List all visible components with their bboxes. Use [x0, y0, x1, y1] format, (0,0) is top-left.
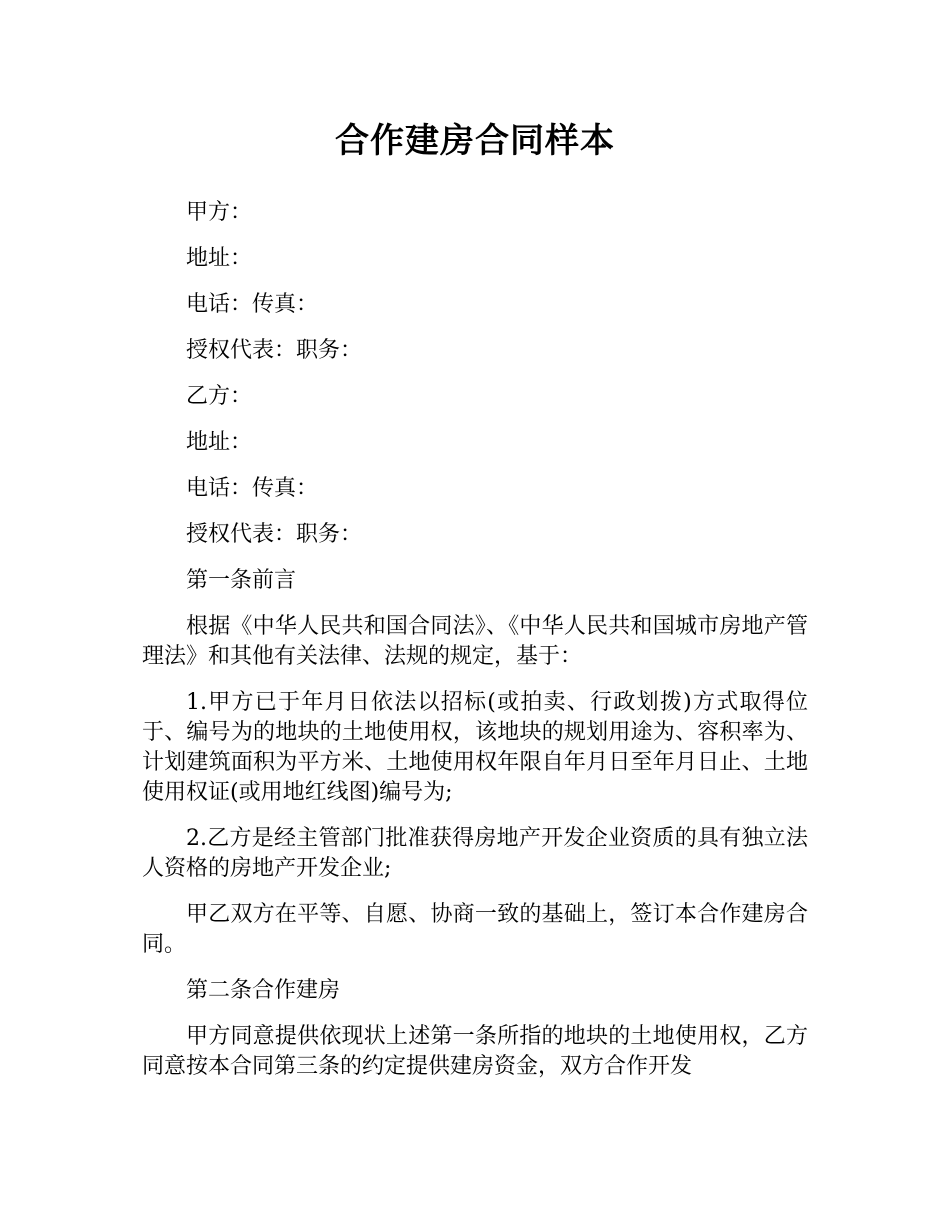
article-1-agreement: 甲乙双方在平等、自愿、协商一致的基础上，签订本合作建房合同。 [142, 902, 808, 957]
article-2-heading: 第二条合作建房 [186, 978, 341, 1003]
article-1-heading: 第一条前言 [186, 568, 297, 593]
article-1-item-1: 1.甲方已于年月日依法以招标(或拍卖、行政划拨)方式取得位于、编号为的地块的土地使用权，该地块的规划用途为、容积率为、计划建筑面积为平方米、土地使用权年限自年月日至年月日止、土地使用权证(或用地红线图)编号为; [142, 690, 808, 805]
party-b-phone-fax: 电话：传真： [186, 476, 319, 501]
party-a-phone-fax: 电话：传真： [186, 292, 319, 317]
article-1-item-2: 2.乙方是经主管部门批准获得房地产开发企业资质的具有独立法人资格的房地产开发企业; [142, 826, 808, 881]
article-1-basis: 根据《中华人民共和国合同法》、《中华人民共和国城市房地产管理法》和其他有关法律、法规的规定，基于： [142, 614, 808, 669]
party-a-address: 地址： [186, 246, 253, 271]
party-b-representative: 授权代表：职务： [186, 522, 363, 547]
party-a-name: 甲方： [186, 200, 253, 225]
party-a-representative: 授权代表：职务： [186, 338, 363, 363]
document-body [142, 198, 808, 1098]
party-b-name: 乙方： [186, 384, 253, 409]
party-b-address: 地址： [186, 430, 253, 455]
document-title: 合作建房合同样本 [335, 121, 615, 161]
article-2-body: 甲方同意提供依现状上述第一条所指的地块的土地使用权，乙方同意按本合同第三条的约定提供建房资金，双方合作开发 [142, 1024, 808, 1079]
